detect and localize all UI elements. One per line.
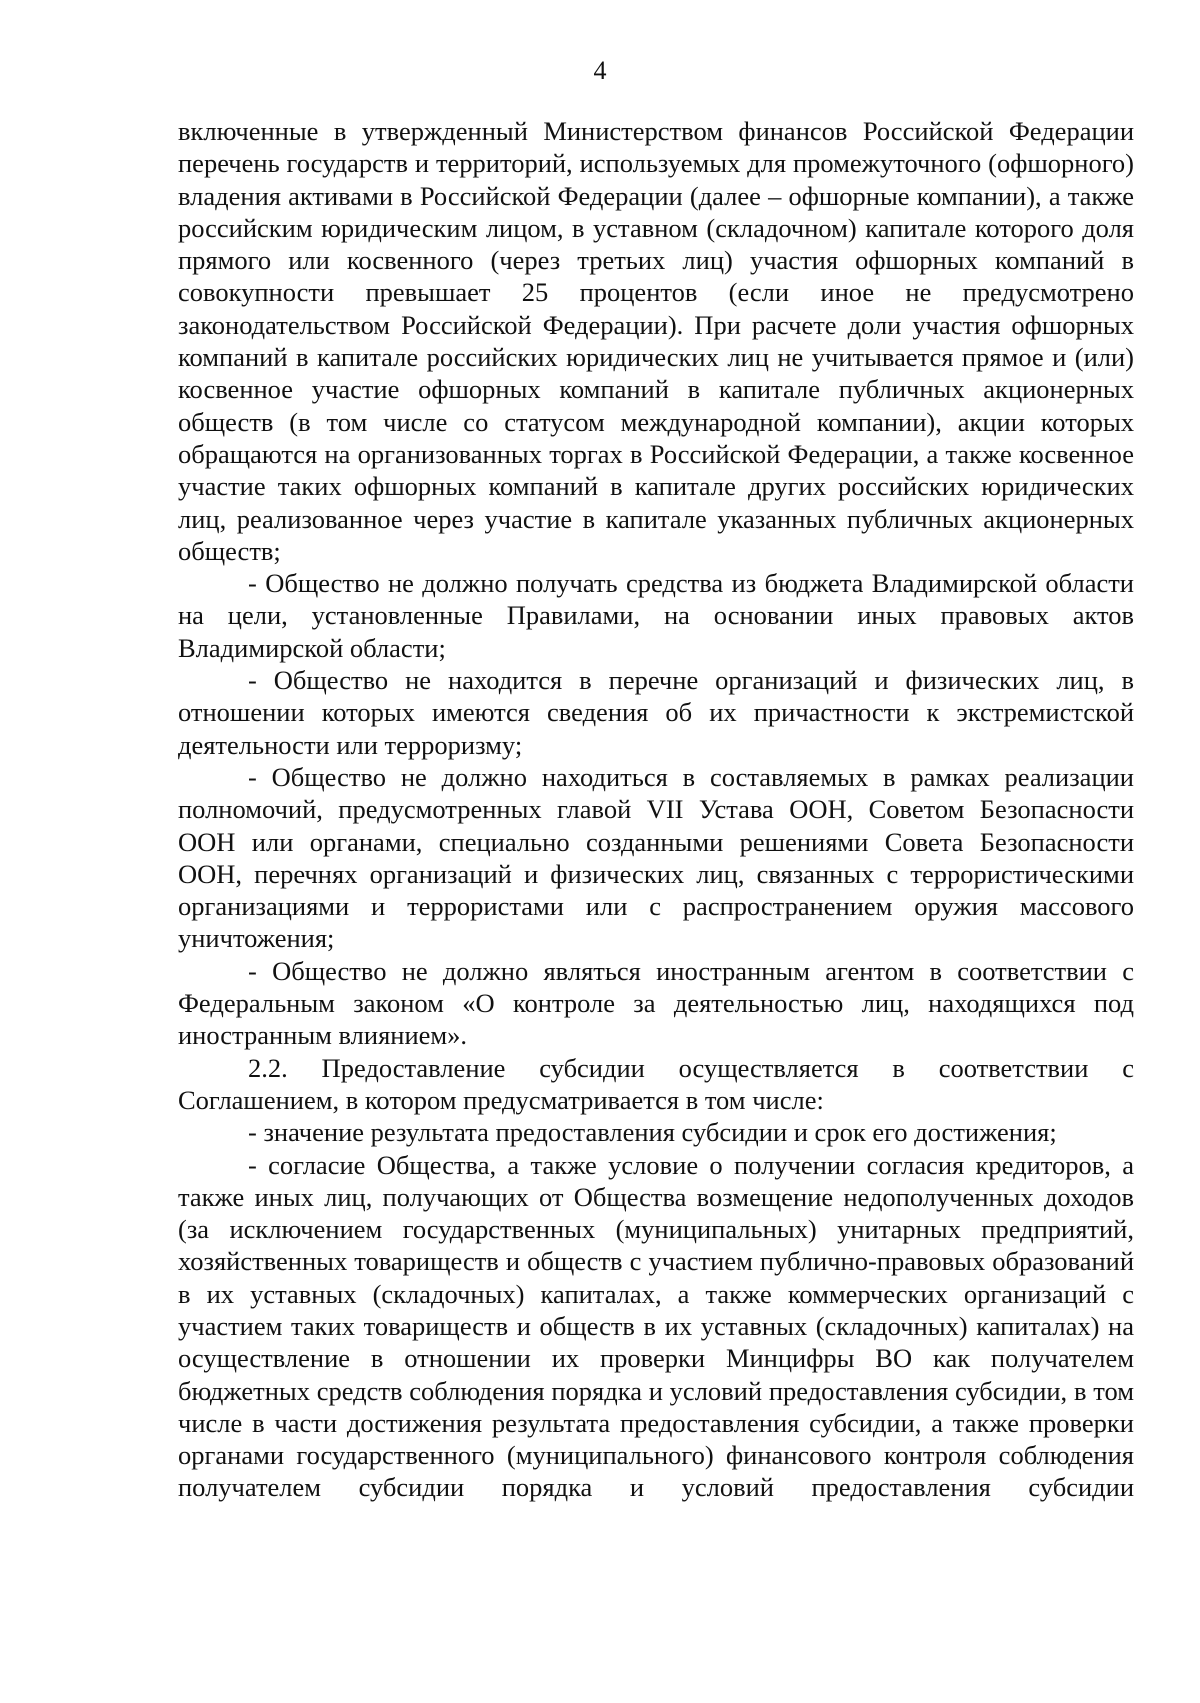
paragraph-not-in-extremism-list: - Общество не находится в перечне организаций и физических лиц, в отношении которых имеются сведения об их причастности к экстремистской деятельности или терроризму; [178, 665, 1134, 760]
document-body [178, 115, 1134, 1504]
page-number: 4 [593, 56, 607, 85]
paragraph-result-value: - значение результата предоставления субсидии и срок его достижения; [248, 1117, 1057, 1148]
paragraph-no-regional-budget-funds: - Общество не должно получать средства из бюджета Владимирской области на цели, установленные Правилами, на основании иных правовых актов Владимирской области; [178, 568, 1134, 663]
paragraph-offshore-companies: включенные в утвержденный Министерством финансов Российской Федерации перечень государств и территорий, используемых для промежуточного (офшорного) владения активами в Российской Федерации (далее – офшорные компании), а также российским юридическим лицом, в уставном (складочном) капитале которого доля прямого или косвенного (через третьих лиц) участия офшорных компаний в совокупности превышает 25 процентов (если иное не предусмотрено законодательством Российской Федерации). При расчете доли участия офшорных компаний в капитале российских юридических лиц не учитывается прямое и (или) косвенное участие офшорных компаний в капитале публичных акционерных обществ (в том числе со статусом международной компании), акции которых обращаются на организованных торгах в Российской Федерации, а также косвенное участие таких офшорных компаний в капитале других российских юридических лиц, реализованное через участие в капитале указанных публичных акционерных обществ; [178, 116, 1134, 566]
paragraph-not-in-un-lists: - Общество не должно находиться в составляемых в рамках реализации полномочий, предусмотренных главой VII Устава ООН, Советом Безопасности ООН или органами, специально созданными решениями Совета Безопасности ООН, перечнях организаций и физических лиц, связанных с террористическими организациями и террористами или с распространением оружия массового уничтожения; [178, 761, 1134, 954]
paragraph-not-foreign-agent: - Общество не должно являться иностранным агентом в соответствии с Федеральным законом «О контроле за деятельностью лиц, находящихся под иностранным влиянием». [178, 955, 1134, 1051]
paragraph-consent-for-audit: - согласие Общества, а также условие о получении согласия кредиторов, а также иных лиц, получающих от Общества возмещение недополученных доходов (за исключением государственных (муниципальных) унитарных предприятий, хозяйственных товариществ и обществ с участием публично-правовых образований в их уставных (складочных) капиталах, а также коммерческих организаций с участием таких товариществ и обществ в их уставных (складочных) капиталах) на осуществление в отношении их проверки Минцифры ВО как получателем бюджетных средств соблюдения порядка и условий предоставления субсидии, в том числе в части достижения результата предоставления субсидии, а также проверки органами государственного (муниципального) финансового контроля соблюдения получателем субсидии порядка и условий предоставления субсидии [178, 1149, 1134, 1503]
paragraph-section-2-2: 2.2. Предоставление субсидии осуществляется в соответствии с Соглашением, в котором предусматривается в том числе: [178, 1052, 1134, 1115]
